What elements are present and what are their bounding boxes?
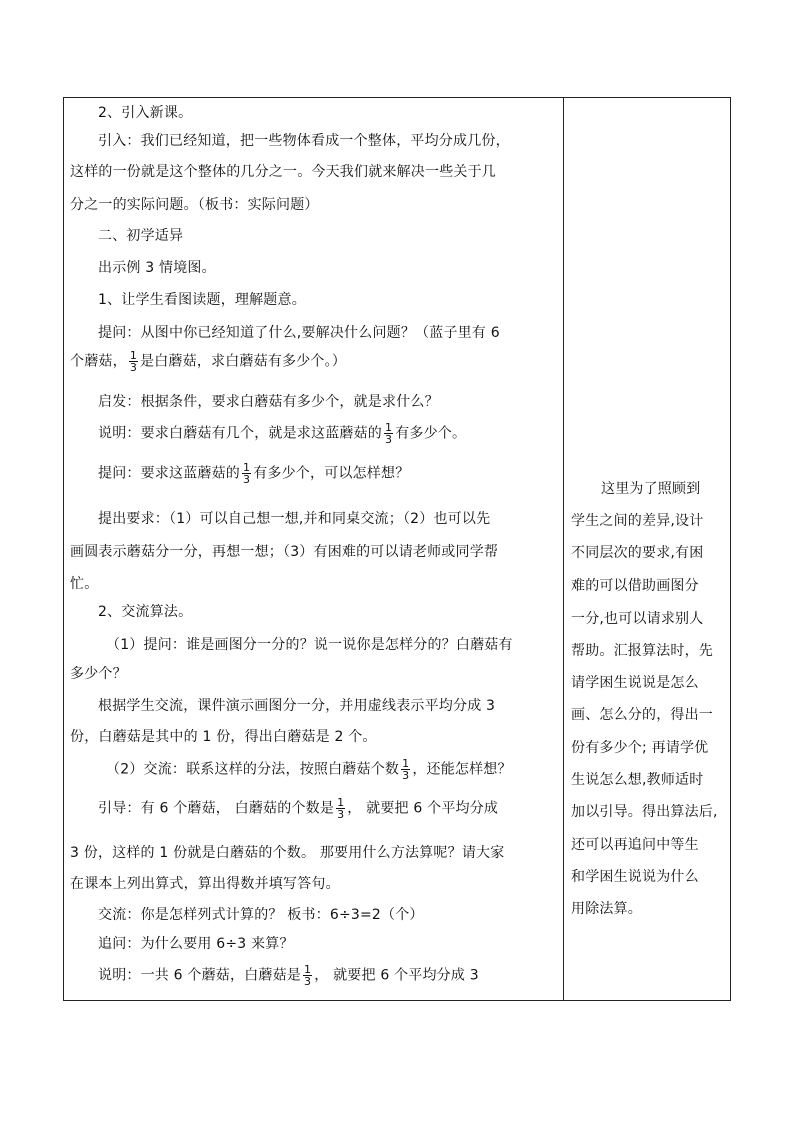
fraction-denominator: 3 (337, 808, 345, 821)
text-line: 根据学生交流，课件演示画图分一分，并用虚线表示平均分成 3 (98, 698, 496, 714)
text-line: 画圆表示蘑菇分一分，再想一想；（3）有困难的可以请老师或同学帮 (70, 544, 499, 560)
fraction-one-third (303, 964, 312, 987)
text-fragment: 提问：要求这蓝蘑菇的 (98, 465, 240, 482)
fraction-denominator: 3 (385, 433, 393, 446)
fraction-one-third (242, 462, 251, 485)
text-line: 2、引入新课。 (98, 105, 193, 121)
note-line: 学生之间的差异,设计 (571, 513, 704, 529)
text-line: 这样的一份就是这个整体的几分之一。今天我们就来解决一些关于几 (70, 164, 496, 180)
text-fragment: ， 就要把 6 个平均分成 (347, 800, 499, 817)
text-line (70, 964, 584, 987)
text-fragment: 有多少个。 (395, 425, 467, 442)
text-line: 份，白蘑菇是其中的 1 份，得出白蘑菇是 2 个。 (70, 729, 377, 745)
fraction-numerator: 1 (385, 421, 393, 434)
note-line: 这里为了照顾到 (601, 481, 701, 497)
note-line: 不同层次的要求,有困 (571, 545, 704, 561)
text-line: 引入：我们已经知道，把一些物体看成一个整体，平均分成几份， (98, 133, 510, 149)
fraction-one-third (384, 422, 393, 445)
fraction-denominator: 3 (402, 769, 410, 782)
note-line: 一分,也可以请求别人 (571, 611, 704, 627)
text-line: 3 份，这样的 1 份就是白蘑菇的个数。 那要用什么方法算呢？请大家 (70, 845, 505, 861)
text-line: 在课本上列出算式，算出得数并填写答句。 (70, 876, 340, 892)
note-line: 和学困生说说为什么 (571, 869, 699, 885)
text-line (70, 422, 584, 445)
note-line: 份有多少个; 再请学优 (571, 740, 709, 756)
text-line: 出示例 3 情境图。 (98, 260, 216, 276)
text-line: 提出要求：（1）可以自己想一想,并和同桌交流；（2）也可以先 (98, 511, 491, 527)
note-line: 用除法算。 (571, 901, 642, 917)
note-line: 难的可以借助画图分 (571, 578, 699, 594)
text-fragment: （2）交流：联系这样的分法，按照白蘑菇个数 (106, 761, 400, 778)
text-fragment: 引导：有 6 个蘑菇， 白蘑菇的个数是 (98, 800, 335, 817)
text-fragment: 说明：一共 6 个蘑菇，白蘑菇是 (98, 967, 302, 984)
text-line: 多少个？ (70, 666, 127, 682)
fraction-denominator: 3 (129, 361, 138, 374)
text-fragment: 说明：要求白蘑菇有几个，就是求这蓝蘑菇的 (98, 425, 382, 442)
text-fragment: 个蘑菇， (70, 353, 127, 370)
text-line: 启发：根据条件，要求白蘑菇有多少个，就是求什么？ (98, 394, 439, 410)
text-line: 交流：你是怎样列式计算的？ 板书：6÷3=2（个） (98, 907, 424, 923)
text-line (70, 462, 584, 485)
text-fragment: ，还能怎样想？ (412, 761, 512, 778)
fraction-numerator: 1 (402, 757, 410, 770)
note-line: 还可以再追问中等生 (571, 837, 699, 853)
fraction-denominator: 3 (243, 473, 251, 486)
note-line: 生说怎么想,教师适时 (571, 772, 704, 788)
text-line: 1、让学生看图读题，理解题意。 (98, 292, 306, 308)
text-line: 分之一的实际问题。（板书：实际问题） (70, 197, 319, 213)
note-line: 请学困生说说是怎么 (571, 675, 699, 691)
text-line (70, 758, 592, 781)
column-divider (563, 97, 564, 1001)
fraction-denominator: 3 (304, 975, 312, 988)
note-line: 画、怎么分的，得出一 (571, 707, 713, 723)
text-fragment: ， 就要把 6 个平均分成 3 (314, 967, 479, 984)
text-line: 追问：为什么要用 6÷3 来算？ (98, 936, 294, 952)
text-line: （1）提问：谁是画图分一分的？说一说你是怎样分的？白蘑菇有 (106, 637, 513, 653)
text-fragment: 是白蘑菇，求白蘑菇有多少个。） (140, 353, 347, 370)
text-line (70, 797, 584, 820)
fraction-numerator: 1 (304, 963, 312, 976)
text-line: 提问：从图中你已经知道了什么,要解决什么问题？（蓝子里有 6 (98, 325, 500, 341)
text-fragment: 有多少个，可以怎样想？ (253, 465, 410, 482)
fraction-one-third (336, 797, 345, 820)
note-line: 帮助。汇报算法时，先 (571, 643, 713, 659)
fraction-one-third (129, 350, 138, 373)
fraction-numerator: 1 (243, 461, 251, 474)
text-line: 2、交流算法。 (98, 604, 193, 620)
fraction-one-third (401, 758, 410, 781)
fraction-numerator: 1 (337, 796, 345, 809)
text-line: 二、初学适异 (98, 228, 184, 244)
note-line: 加以引导。得出算法后, (571, 804, 718, 820)
fraction-numerator: 1 (129, 349, 138, 362)
text-line: 忙。 (70, 576, 99, 592)
text-line (70, 350, 556, 373)
